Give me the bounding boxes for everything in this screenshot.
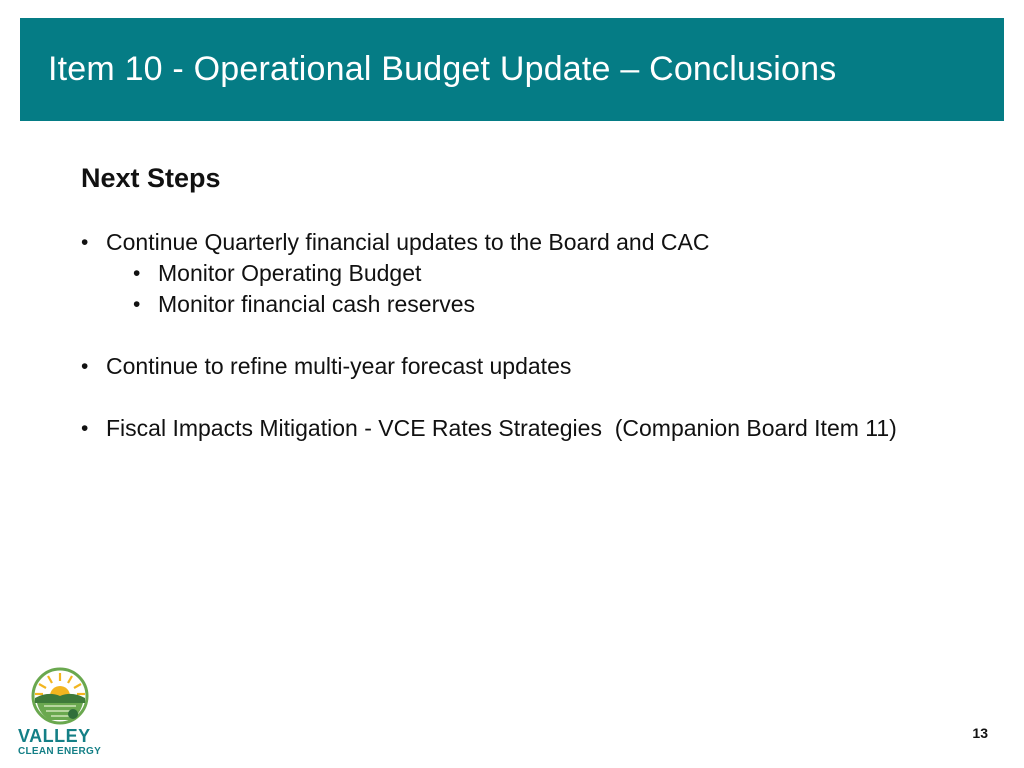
bullet-dot-icon: • (133, 262, 141, 285)
bullet-item (81, 413, 901, 444)
bullet-text: Continue Quarterly financial updates to the Board and CAC (106, 229, 710, 255)
bullet-dot-icon: • (81, 417, 89, 440)
logo-text (18, 727, 108, 757)
sub-bullet-text: Monitor financial cash reserves (158, 291, 476, 317)
sub-bullet-text: Monitor Operating Budget (158, 260, 422, 286)
logo-line-2: CLEAN ENERGY (18, 746, 102, 757)
bullet-dot-icon: • (81, 355, 89, 378)
logo-line-1: VALLEY (18, 726, 91, 746)
bullet-text: Continue to refine multi-year forecast updates (106, 353, 572, 379)
sub-bullet-item (81, 289, 901, 320)
sub-bullet-item (81, 258, 901, 289)
slide-title: Item 10 - Operational Budget Update – Conclusions (48, 50, 837, 88)
bullet-dot-icon: • (133, 293, 141, 316)
page-number: 13 (972, 725, 988, 741)
title-bar (20, 18, 1004, 121)
section-heading: Next Steps (81, 163, 221, 193)
bullet-list (81, 227, 901, 444)
bullet-item (81, 351, 901, 382)
bullet-text: Fiscal Impacts Mitigation - VCE Rates Strategies (Companion Board Item 11) (106, 415, 897, 441)
bullet-dot-icon: • (81, 231, 89, 254)
valley-clean-energy-logo (18, 665, 104, 725)
bullet-item (81, 227, 901, 258)
